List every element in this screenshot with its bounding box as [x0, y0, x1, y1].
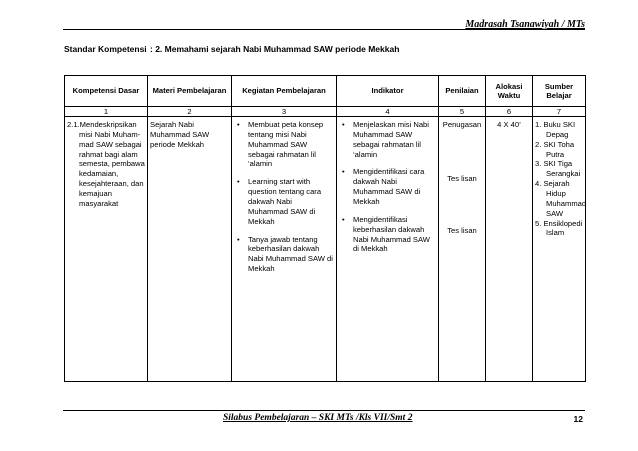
column-number: 7 [533, 107, 586, 117]
standar-kompetensi [64, 44, 399, 54]
column-number-row [65, 107, 586, 117]
column-number: 4 [337, 107, 439, 117]
materi-text: Sejarah Nabi Muhammad SAW periode Mekkah [150, 120, 210, 149]
list-item: 2. SKI Toha Putra [535, 139, 575, 159]
bullet-icon: • [342, 167, 345, 177]
header-penilaian: Penilaian [439, 76, 486, 107]
footer-title: Silabus Pembelajaran – SKI MTs /Kls VII/Smt 2 [223, 413, 413, 423]
kompetensi-text: 2.1.Mendeskripsikan misi Nabi Muham- mad SAW sebagai rahmat bagi alam semesta, pembawa kedamaian, kesejahteraan, dan kemajuan masyarakat [67, 120, 145, 208]
standar-value: : 2. Memahami sejarah Nabi Muhammad SAW periode Mekkah [150, 44, 400, 54]
column-number: 1 [65, 107, 148, 117]
syllabus-table [64, 75, 586, 382]
page-number: 12 [573, 414, 583, 424]
column-number: 3 [232, 107, 337, 117]
column-number: 6 [486, 107, 533, 117]
table-row [65, 117, 586, 382]
cell-kompetensi [65, 117, 148, 382]
bullet-icon: • [342, 120, 345, 129]
bullet-icon: • [342, 214, 345, 224]
list-item: • Tanya jawab tentang keberhasilan dakwah Nabi Muhammad SAW di Mekkah [237, 234, 333, 274]
penilaian-item: Tes lisan [447, 225, 477, 235]
cell-kegiatan [232, 117, 337, 382]
header-kegiatan: Kegiatan Pembelajaran [232, 76, 337, 107]
header-indikator: Indikator [337, 76, 439, 107]
list-item: • Menjelaskan misi Nabi Muhammad SAW sebagai rahmatan lil ‘alamin [342, 120, 429, 159]
bullet-icon: • [237, 234, 240, 244]
list-item: 5. Ensiklopedi Islam [535, 218, 583, 238]
cell-sumber [533, 117, 586, 382]
column-number: 2 [148, 107, 232, 117]
list-item: • Mengidentifikasi cara dakwah Nabi Muhammad SAW di Mekkah [342, 167, 425, 207]
list-item: 4. Sejarah Hidup Muhammad SAW [535, 179, 587, 218]
cell-materi [148, 117, 232, 382]
footer-rule [63, 410, 585, 411]
cell-indikator [337, 117, 439, 382]
penilaian-item: Tes lisan [447, 173, 477, 183]
list-item: 3. SKI Tiga Serangkai [535, 159, 581, 179]
alokasi-text: 4 X 40’ [497, 120, 521, 129]
header-sumber: Sumber Belajar [533, 76, 586, 107]
list-item: • Membuat peta konsep tentang misi Nabi Muhammad SAW sebagai rahmatan lil ‘alamin [237, 120, 324, 169]
list-item: • Mengidentifikasi keberhasilan dakwah Nabi Muhammad SAW di Mekkah [342, 214, 430, 254]
penilaian-item: Penugasan [442, 120, 482, 129]
standar-label: Standar Kompetensi [64, 44, 147, 54]
bullet-icon: • [237, 120, 240, 129]
bullet-icon: • [237, 177, 240, 187]
header-kompetensi: Kompetensi Dasar [65, 76, 148, 107]
header-alokasi: Alokasi Waktu [486, 76, 533, 107]
list-item: • Learning start with question tentang cara dakwah Nabi Muhammad SAW di Mekkah [237, 177, 322, 226]
header-title: Madrasah Tsanawiyah / MTs [465, 19, 585, 30]
header-materi: Materi Pembelajaran [148, 76, 232, 107]
table-header-row [65, 76, 586, 107]
list-item: 1. Buku SKI Depag [535, 120, 576, 139]
column-number: 5 [439, 107, 486, 117]
cell-alokasi [486, 117, 533, 382]
cell-penilaian [439, 117, 486, 382]
